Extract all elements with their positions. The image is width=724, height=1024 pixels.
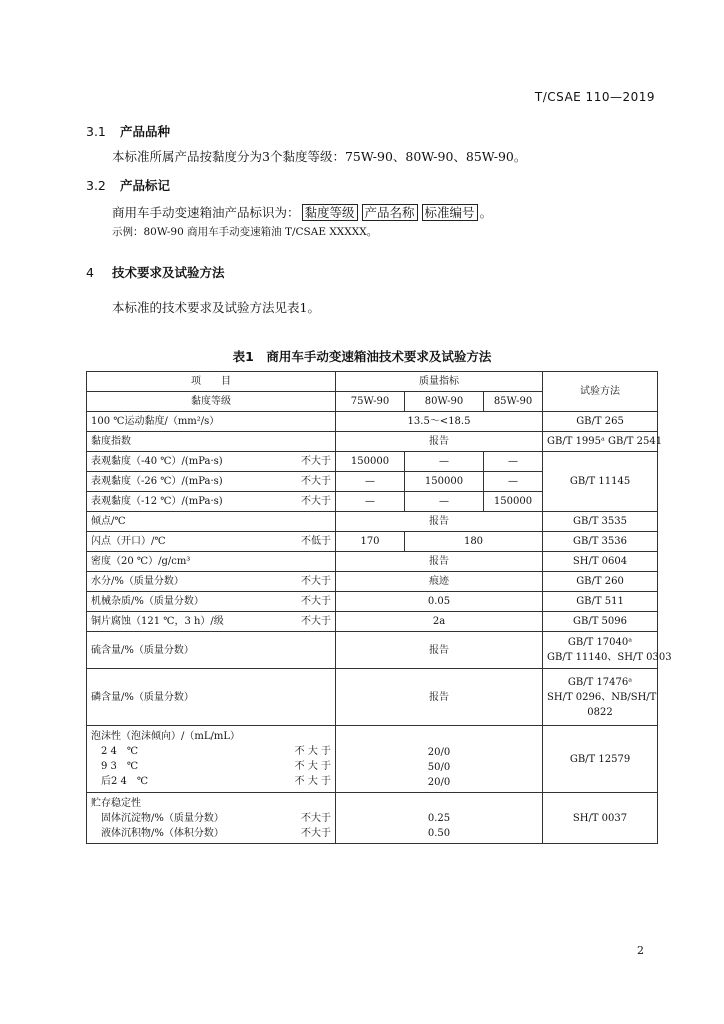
table-row	[87, 669, 658, 726]
row-item-label: 泡沫性（泡沫倾向）/（mL/mL）	[91, 731, 240, 742]
sub-line	[91, 744, 331, 759]
row-item	[87, 452, 336, 472]
sub-label: 后2 4 ℃	[101, 776, 149, 787]
row-item: 硫含量/%（质量分数）	[87, 632, 336, 669]
row-item-label: 表观黏度（-26 ℃）/(mPa·s)	[91, 476, 223, 487]
standard-number: T/CSAE 110—2019	[534, 90, 655, 104]
section-3-1-heading	[86, 122, 170, 140]
row-value-3: 150000	[484, 492, 543, 512]
header-method: 试验方法	[543, 372, 658, 412]
row-item: 黏度指数	[87, 432, 336, 452]
method-line: 0822	[587, 706, 613, 718]
table-header-row	[87, 372, 658, 392]
row-method: GB/T 12579	[543, 726, 658, 793]
row-value	[336, 726, 543, 793]
row-limit: 不低于	[301, 536, 331, 547]
row-value-1: 150000	[336, 452, 405, 472]
row-value: 2a	[336, 612, 543, 632]
row-item-label: 表观黏度（-40 ℃）/(mPa·s)	[91, 456, 223, 467]
row-value: 0.05	[336, 592, 543, 612]
row-item	[87, 612, 336, 632]
row-value: 痕迹	[336, 572, 543, 592]
sub-label: 9 3 ℃	[101, 761, 139, 772]
row-item-label: 表观黏度（-12 ℃）/(mPa·s)	[91, 496, 223, 507]
section-3-2-heading	[86, 176, 170, 194]
row-limit: 不 大 于	[294, 761, 331, 772]
table-caption: 表1 商用车手动变速箱油技术要求及试验方法	[232, 349, 492, 364]
sub-label: 液体沉积物/%（体积分数）	[101, 827, 224, 839]
section-title: 产品标记	[120, 178, 171, 193]
table-row	[87, 552, 658, 572]
table-row	[87, 412, 658, 432]
row-item	[87, 726, 336, 793]
section-title: 技术要求及试验方法	[112, 265, 225, 280]
header-grade-2: 80W-90	[405, 392, 484, 412]
sub-label: 固体沉淀物/%（质量分数）	[101, 812, 224, 824]
header-item: 项 目	[87, 372, 336, 392]
row-value-3: —	[484, 452, 543, 472]
value-line: 0.50	[427, 828, 451, 839]
section-4-heading	[86, 263, 225, 281]
row-value: 报告	[336, 632, 543, 669]
method-line: GB/T 11140、SH/T 0303	[547, 652, 672, 663]
row-limit: 不大于	[301, 812, 331, 824]
row-value-23: 180	[405, 532, 543, 552]
row-item	[87, 592, 336, 612]
row-item-label: 铜片腐蚀（121 ℃，3 h）/级	[91, 616, 224, 627]
row-method: SH/T 0037	[543, 793, 658, 844]
row-method: GB/T 3535	[543, 512, 658, 532]
table-row	[87, 572, 658, 592]
table-row	[87, 726, 658, 793]
table-row	[87, 432, 658, 452]
row-item	[87, 472, 336, 492]
row-item: 100 ℃运动黏度/（mm²/s）	[87, 412, 336, 432]
header-grade: 黏度等级	[87, 392, 336, 412]
mark-example: 示例：80W-90 商用车手动变速箱油 T/CSAE XXXXX。	[112, 226, 378, 238]
mark-suffix: 。	[479, 205, 493, 220]
section-number: 3.2	[86, 178, 106, 193]
row-method: GB/T 11145	[543, 452, 658, 512]
row-value: 报告	[336, 669, 543, 726]
value-line: 50/0	[427, 762, 451, 773]
table-row	[87, 612, 658, 632]
row-method: GB/T 260	[543, 572, 658, 592]
row-item	[87, 492, 336, 512]
row-value-1: 170	[336, 532, 405, 552]
section-number: 4	[86, 265, 94, 280]
row-method	[543, 632, 672, 669]
row-limit: 不 大 于	[294, 746, 331, 757]
table-row	[87, 632, 658, 669]
row-method	[543, 669, 658, 726]
row-limit: 不大于	[301, 827, 331, 839]
sub-line	[91, 774, 331, 789]
row-method: SH/T 0604	[543, 552, 658, 572]
row-value-3: —	[484, 472, 543, 492]
row-limit: 不 大 于	[294, 776, 331, 787]
section-number: 3.1	[86, 124, 106, 139]
header-quality: 质量指标	[336, 372, 543, 392]
mark-prefix: 商用车手动变速箱油产品标识为：	[112, 205, 300, 220]
row-value-1: —	[336, 472, 405, 492]
sub-line	[91, 811, 331, 826]
method-line: GB/T 17476ᵃ	[567, 676, 633, 688]
table-row	[87, 512, 658, 532]
row-limit: 不大于	[301, 476, 331, 487]
row-method: GB/T 265	[543, 412, 658, 432]
value-line: 20/0	[427, 747, 451, 758]
row-limit: 不大于	[301, 496, 331, 507]
value-line: 20/0	[427, 777, 451, 788]
section-4-body: 本标准的技术要求及试验方法见表1。	[112, 300, 320, 315]
row-item-label: 贮存稳定性	[91, 797, 141, 809]
spec-table	[86, 371, 672, 844]
row-value: 报告	[336, 512, 543, 532]
row-limit: 不大于	[301, 456, 331, 467]
row-item	[87, 572, 336, 592]
sub-label: 2 4 ℃	[101, 746, 139, 757]
mark-box-standard: 标准编号	[422, 204, 478, 221]
page-number: 2	[637, 944, 644, 957]
row-limit: 不大于	[301, 616, 331, 627]
value-line: 0.25	[427, 813, 451, 824]
section-3-2-body	[112, 203, 492, 221]
method-line: SH/T 0296、NB/SH/T	[547, 691, 657, 703]
table-row	[87, 532, 658, 552]
row-value-2: —	[405, 452, 484, 472]
row-item	[87, 793, 336, 844]
section-3-1-body: 本标准所属产品按黏度分为3个黏度等级：75W-90、80W-90、85W-90。	[112, 149, 527, 164]
row-value-1: —	[336, 492, 405, 512]
row-item-label: 水分/%（质量分数）	[91, 576, 184, 587]
row-value: 报告	[336, 432, 543, 452]
row-item-label: 机械杂质/%（质量分数）	[91, 596, 204, 607]
section-title: 产品品种	[120, 124, 171, 139]
row-method: GB/T 1995ᵃ GB/T 2541	[543, 432, 658, 452]
row-limit: 不大于	[301, 596, 331, 607]
table-row	[87, 452, 658, 472]
row-value: 报告	[336, 552, 543, 572]
row-method: GB/T 3536	[543, 532, 658, 552]
header-grade-1: 75W-90	[336, 392, 405, 412]
sub-line	[91, 826, 331, 841]
row-value-2: 150000	[405, 472, 484, 492]
row-value: 13.5～<18.5	[336, 412, 543, 432]
row-item: 密度（20 ℃）/g/cm³	[87, 552, 336, 572]
row-item	[87, 532, 336, 552]
mark-box-grade: 黏度等级	[302, 204, 358, 221]
method-line: GB/T 17040ᵃ	[567, 637, 633, 648]
table-row	[87, 793, 658, 844]
row-value	[336, 793, 543, 844]
sub-line	[91, 759, 331, 774]
row-method: GB/T 511	[543, 592, 658, 612]
row-limit: 不大于	[301, 576, 331, 587]
header-grade-3: 85W-90	[484, 392, 543, 412]
row-value-2: —	[405, 492, 484, 512]
row-method: GB/T 5096	[543, 612, 658, 632]
row-item: 倾点/℃	[87, 512, 336, 532]
row-item: 磷含量/%（质量分数）	[87, 669, 336, 726]
row-item-label: 闪点（开口）/℃	[91, 536, 166, 547]
table-row	[87, 592, 658, 612]
mark-box-name: 产品名称	[362, 204, 418, 221]
